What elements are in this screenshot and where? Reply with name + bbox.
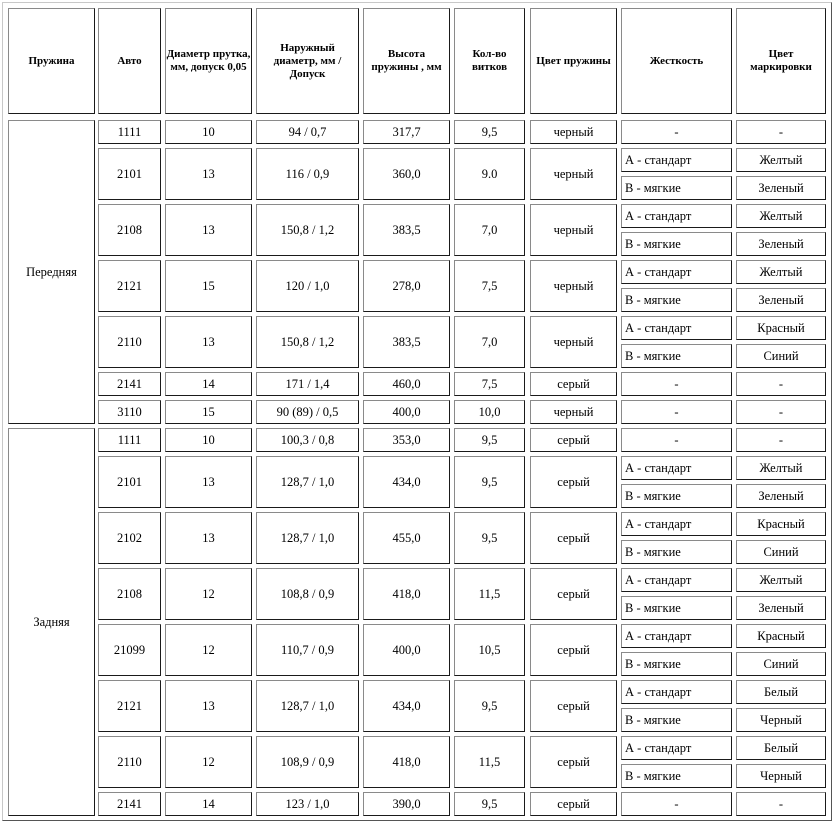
header-outer-diameter: Наружный диаметр, мм / Допуск — [256, 8, 359, 114]
row-height: 460,0 — [363, 372, 450, 396]
row-outer-diameter: 150,8 / 1,2 — [256, 204, 359, 256]
row-car: 2108 — [98, 568, 161, 620]
row-spring-color: серый — [530, 624, 617, 676]
row-car: 1111 — [98, 120, 161, 144]
row-marking-color: Желтый — [736, 148, 826, 172]
row-wire-diameter: 15 — [165, 260, 252, 312]
header-spring-color: Цвет пружины — [530, 8, 617, 114]
row-turns: 9,5 — [454, 428, 525, 452]
row-marking-color: - — [736, 400, 826, 424]
row-wire-diameter: 13 — [165, 456, 252, 508]
row-turns: 9,5 — [454, 680, 525, 732]
row-spring-color: черный — [530, 120, 617, 144]
row-turns: 11,5 — [454, 736, 525, 788]
group-label: Передняя — [8, 120, 95, 424]
row-height: 383,5 — [363, 316, 450, 368]
row-outer-diameter: 123 / 1,0 — [256, 792, 359, 816]
row-height: 418,0 — [363, 568, 450, 620]
row-car: 1111 — [98, 428, 161, 452]
row-marking-color: - — [736, 120, 826, 144]
row-car: 2108 — [98, 204, 161, 256]
row-stiffness: В - мягкие — [621, 288, 732, 312]
row-outer-diameter: 120 / 1,0 — [256, 260, 359, 312]
row-outer-diameter: 90 (89) / 0,5 — [256, 400, 359, 424]
row-car: 21099 — [98, 624, 161, 676]
row-stiffness: - — [621, 428, 732, 452]
row-spring-color: серый — [530, 428, 617, 452]
row-wire-diameter: 13 — [165, 204, 252, 256]
row-outer-diameter: 108,9 / 0,9 — [256, 736, 359, 788]
row-marking-color: Черный — [736, 708, 826, 732]
row-stiffness: А - стандарт — [621, 148, 732, 172]
row-turns: 9.0 — [454, 148, 525, 200]
row-car: 2121 — [98, 680, 161, 732]
row-spring-color: черный — [530, 148, 617, 200]
row-marking-color: Зеленый — [736, 596, 826, 620]
row-stiffness: В - мягкие — [621, 540, 732, 564]
row-height: 400,0 — [363, 400, 450, 424]
row-marking-color: Черный — [736, 764, 826, 788]
header-turns: Кол-во витков — [454, 8, 525, 114]
row-marking-color: Красный — [736, 316, 826, 340]
row-height: 434,0 — [363, 456, 450, 508]
row-height: 360,0 — [363, 148, 450, 200]
row-stiffness: В - мягкие — [621, 176, 732, 200]
row-height: 455,0 — [363, 512, 450, 564]
row-car: 2121 — [98, 260, 161, 312]
row-marking-color: Зеленый — [736, 176, 826, 200]
row-car: 2110 — [98, 316, 161, 368]
row-spring-color: серый — [530, 568, 617, 620]
row-stiffness: А - стандарт — [621, 624, 732, 648]
row-stiffness: А - стандарт — [621, 736, 732, 760]
row-height: 400,0 — [363, 624, 450, 676]
header-spring: Пружина — [8, 8, 95, 114]
row-outer-diameter: 94 / 0,7 — [256, 120, 359, 144]
row-stiffness: В - мягкие — [621, 764, 732, 788]
row-stiffness: А - стандарт — [621, 260, 732, 284]
row-turns: 9,5 — [454, 512, 525, 564]
row-marking-color: Зеленый — [736, 232, 826, 256]
row-outer-diameter: 128,7 / 1,0 — [256, 456, 359, 508]
row-wire-diameter: 13 — [165, 148, 252, 200]
row-stiffness: А - стандарт — [621, 456, 732, 480]
row-car: 2102 — [98, 512, 161, 564]
row-marking-color: Желтый — [736, 456, 826, 480]
row-wire-diameter: 12 — [165, 624, 252, 676]
row-stiffness: А - стандарт — [621, 680, 732, 704]
row-car: 2141 — [98, 792, 161, 816]
row-car: 2101 — [98, 148, 161, 200]
row-spring-color: черный — [530, 260, 617, 312]
row-turns: 9,5 — [454, 792, 525, 816]
row-turns: 9,5 — [454, 456, 525, 508]
row-stiffness: В - мягкие — [621, 652, 732, 676]
row-outer-diameter: 110,7 / 0,9 — [256, 624, 359, 676]
row-wire-diameter: 12 — [165, 568, 252, 620]
row-stiffness: - — [621, 792, 732, 816]
row-marking-color: Синий — [736, 540, 826, 564]
row-height: 418,0 — [363, 736, 450, 788]
header-height: Высота пружины , мм — [363, 8, 450, 114]
row-height: 317,7 — [363, 120, 450, 144]
row-car: 2110 — [98, 736, 161, 788]
row-outer-diameter: 128,7 / 1,0 — [256, 512, 359, 564]
row-wire-diameter: 13 — [165, 512, 252, 564]
row-turns: 7,5 — [454, 260, 525, 312]
row-spring-color: серый — [530, 512, 617, 564]
row-marking-color: Синий — [736, 344, 826, 368]
row-turns: 7,5 — [454, 372, 525, 396]
row-outer-diameter: 150,8 / 1,2 — [256, 316, 359, 368]
row-marking-color: Зеленый — [736, 484, 826, 508]
row-outer-diameter: 128,7 / 1,0 — [256, 680, 359, 732]
row-stiffness: В - мягкие — [621, 596, 732, 620]
row-car: 2101 — [98, 456, 161, 508]
row-stiffness: В - мягкие — [621, 232, 732, 256]
row-marking-color: Желтый — [736, 204, 826, 228]
header-stiffness: Жесткость — [621, 8, 732, 114]
row-wire-diameter: 13 — [165, 316, 252, 368]
row-spring-color: серый — [530, 456, 617, 508]
row-outer-diameter: 108,8 / 0,9 — [256, 568, 359, 620]
row-marking-color: Желтый — [736, 260, 826, 284]
row-car: 2141 — [98, 372, 161, 396]
row-spring-color: серый — [530, 736, 617, 788]
row-marking-color: - — [736, 428, 826, 452]
row-stiffness: В - мягкие — [621, 484, 732, 508]
row-spring-color: черный — [530, 316, 617, 368]
row-spring-color: черный — [530, 204, 617, 256]
row-wire-diameter: 12 — [165, 736, 252, 788]
row-marking-color: Зеленый — [736, 288, 826, 312]
row-height: 434,0 — [363, 680, 450, 732]
row-car: 3110 — [98, 400, 161, 424]
row-marking-color: Красный — [736, 624, 826, 648]
group-label: Задняя — [8, 428, 95, 816]
row-wire-diameter: 14 — [165, 372, 252, 396]
row-stiffness: - — [621, 372, 732, 396]
row-turns: 10,0 — [454, 400, 525, 424]
row-spring-color: серый — [530, 372, 617, 396]
row-turns: 11,5 — [454, 568, 525, 620]
header-marking-color: Цвет маркировки — [736, 8, 826, 114]
row-outer-diameter: 116 / 0,9 — [256, 148, 359, 200]
row-height: 353,0 — [363, 428, 450, 452]
row-outer-diameter: 100,3 / 0,8 — [256, 428, 359, 452]
row-marking-color: Белый — [736, 680, 826, 704]
row-turns: 10,5 — [454, 624, 525, 676]
row-wire-diameter: 10 — [165, 428, 252, 452]
row-wire-diameter: 15 — [165, 400, 252, 424]
row-height: 383,5 — [363, 204, 450, 256]
row-spring-color: черный — [530, 400, 617, 424]
row-marking-color: Желтый — [736, 568, 826, 592]
row-stiffness: А - стандарт — [621, 512, 732, 536]
row-marking-color: Синий — [736, 652, 826, 676]
row-marking-color: Белый — [736, 736, 826, 760]
row-wire-diameter: 10 — [165, 120, 252, 144]
row-wire-diameter: 14 — [165, 792, 252, 816]
header-wire-diameter: Диаметр прутка, мм, допуск 0,05 — [165, 8, 252, 114]
row-height: 390,0 — [363, 792, 450, 816]
row-spring-color: серый — [530, 792, 617, 816]
row-marking-color: - — [736, 372, 826, 396]
row-turns: 7,0 — [454, 204, 525, 256]
row-stiffness: В - мягкие — [621, 344, 732, 368]
row-turns: 7,0 — [454, 316, 525, 368]
row-stiffness: А - стандарт — [621, 204, 732, 228]
row-stiffness: - — [621, 400, 732, 424]
row-stiffness: В - мягкие — [621, 708, 732, 732]
row-stiffness: А - стандарт — [621, 316, 732, 340]
row-marking-color: - — [736, 792, 826, 816]
row-outer-diameter: 171 / 1,4 — [256, 372, 359, 396]
row-wire-diameter: 13 — [165, 680, 252, 732]
row-spring-color: серый — [530, 680, 617, 732]
row-marking-color: Красный — [736, 512, 826, 536]
row-height: 278,0 — [363, 260, 450, 312]
row-stiffness: А - стандарт — [621, 568, 732, 592]
row-stiffness: - — [621, 120, 732, 144]
row-turns: 9,5 — [454, 120, 525, 144]
header-car: Авто — [98, 8, 161, 114]
